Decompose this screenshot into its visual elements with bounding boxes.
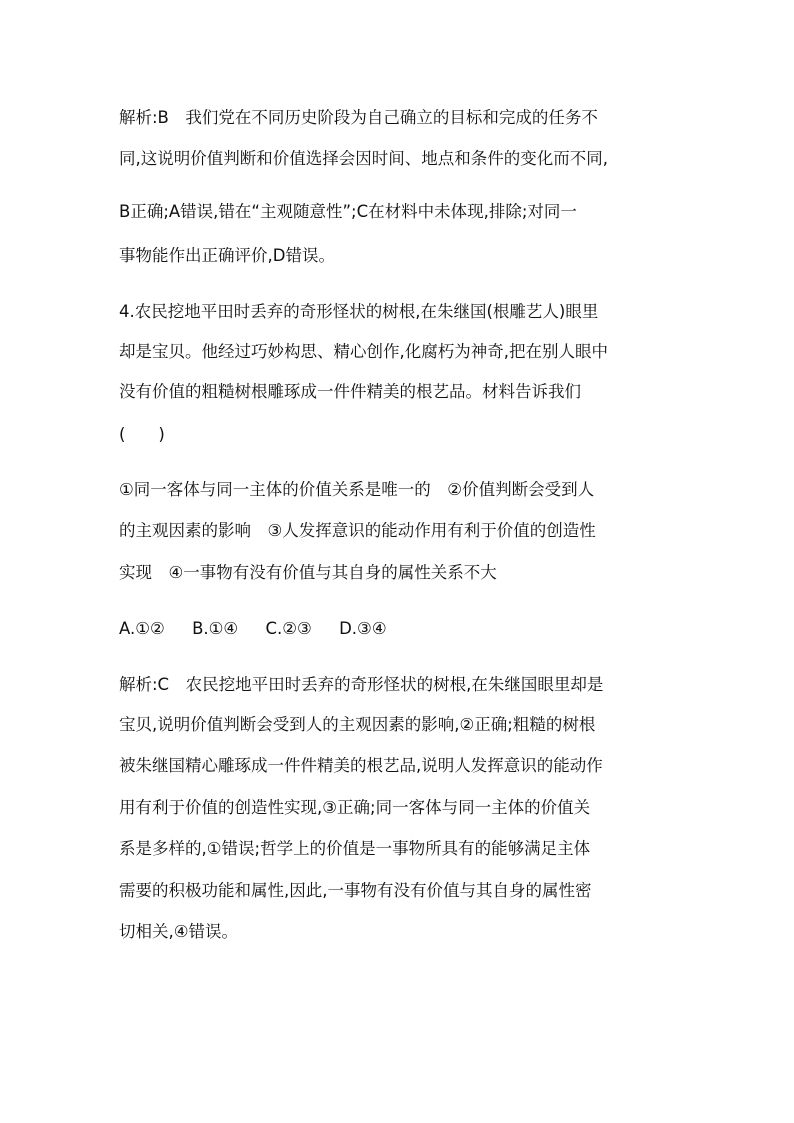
analysis-c-line: 用有利于价值的创造性实现,③正确;同一客体与同一主体的价值关 [119, 798, 591, 817]
analysis-b-line: 解析:B 我们党在不同历史阶段为自己确立的目标和完成的任务不 [119, 108, 598, 127]
option-d: D.③④ [339, 619, 387, 638]
option-b: B.①④ [192, 619, 239, 638]
statement-line: 的主观因素的影响 ③人发挥意识的能动作用有利于价值的创造性 [119, 521, 596, 540]
option-a: A.①② [119, 619, 165, 638]
analysis-c-line: 切相关,④错误。 [119, 922, 239, 941]
statement-line: ①同一客体与同一主体的价值关系是唯一的 ②价值判断会受到人 [119, 480, 595, 499]
analysis-c-line: 系是多样的,①错误;哲学上的价值是一事物所具有的能够满足主体 [119, 839, 591, 858]
analysis-c-line: 解析:C 农民挖地平田时丢弃的奇形怪状的树根,在朱继国眼里却是 [119, 675, 604, 694]
question-4-options [119, 617, 679, 641]
question-stem-line: 却是宝贝。他经过巧妙构思、精心创作,化腐朽为神奇,把在别人眼中 [119, 342, 608, 361]
analysis-b-line: B正确;A错误,错在“主观随意性”;C在材料中未体现,排除;对同一 [119, 202, 577, 221]
question-stem-line: 没有价值的粗糙树根雕琢成一件件精美的根艺品。材料告诉我们 [119, 382, 581, 401]
option-c: C.②③ [265, 619, 312, 638]
statement-line: 实现 ④一事物有没有价值与其自身的属性关系不大 [119, 563, 497, 582]
question-stem-line: 4.农民挖地平田时丢弃的奇形怪状的树根,在朱继国(根雕艺人)眼里 [119, 302, 599, 321]
answer-blank: ( ) [119, 425, 165, 444]
analysis-c-line: 需要的积极功能和属性,因此,一事物有没有价值与其自身的属性密 [119, 881, 592, 900]
analysis-b-line: 同,这说明价值判断和价值选择会因时间、地点和条件的变化而不同, [119, 149, 608, 168]
analysis-b-line: 事物能作出正确评价,D错误。 [119, 246, 335, 265]
analysis-c-line: 被朱继国精心雕琢成一件件精美的根艺品,说明人发挥意识的能动作 [119, 756, 603, 775]
analysis-c-line: 宝贝,说明价值判断会受到人的主观因素的影响,②正确;粗糙的树根 [119, 715, 596, 734]
